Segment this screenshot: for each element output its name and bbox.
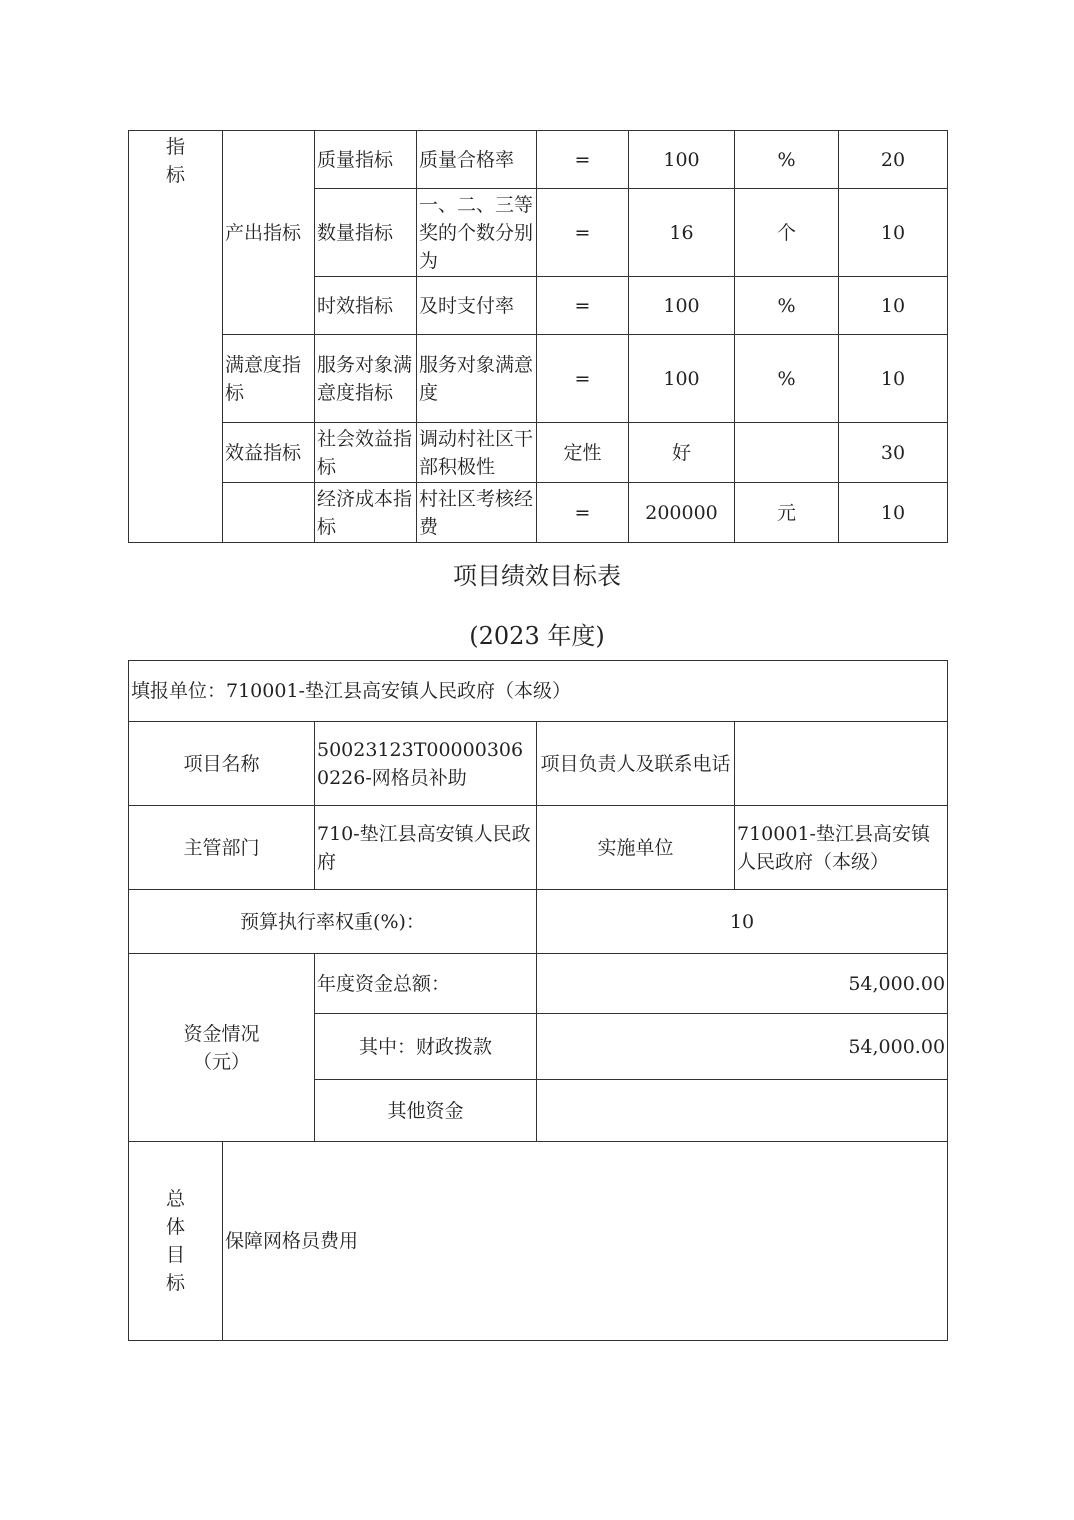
indicator-value: 16 [629, 189, 735, 277]
indicator-name: 调动村社区干部积极性 [417, 423, 537, 483]
indicator-op: = [537, 131, 629, 189]
goal-label-char: 总 [165, 1188, 185, 1210]
indicator-op: = [537, 189, 629, 277]
goal-value: 保障网格员费用 [223, 1142, 948, 1341]
sub-indicator: 时效指标 [315, 277, 417, 335]
group-empty [223, 483, 315, 543]
filler-unit: 填报单位：710001-垫江县高安镇人民政府（本级） [129, 661, 948, 722]
indicator-unit: 元 [735, 483, 839, 543]
funds-label [129, 954, 315, 1142]
indicator-weight: 10 [839, 483, 948, 543]
indicator-unit: % [735, 335, 839, 423]
indicator-weight: 10 [839, 335, 948, 423]
group-satisfaction: 满意度指标 [223, 335, 315, 423]
project-name-label: 项目名称 [129, 722, 315, 806]
indicator-value: 100 [629, 131, 735, 189]
goal-label-char: 体 [165, 1216, 185, 1238]
indicator-name: 及时支付率 [417, 277, 537, 335]
group-benefit: 效益指标 [223, 423, 315, 483]
other-funds-label: 其他资金 [315, 1080, 537, 1142]
project-table [128, 660, 948, 1341]
page-title: 项目绩效目标表 [453, 562, 621, 590]
indicator-unit: 个 [735, 189, 839, 277]
sub-indicator: 社会效益指标 [315, 423, 417, 483]
indicator-weight: 10 [839, 277, 948, 335]
responsible-label: 项目负责人及联系电话 [537, 722, 735, 806]
responsible-value [735, 722, 948, 806]
sub-indicator: 经济成本指标 [315, 483, 417, 543]
indicator-name: 村社区考核经费 [417, 483, 537, 543]
indicator-unit: % [735, 131, 839, 189]
indicator-value: 100 [629, 335, 735, 423]
indicator-column-label [129, 131, 223, 543]
budget-rate-label: 预算执行率权重(%)： [129, 890, 537, 954]
indicator-weight: 20 [839, 131, 948, 189]
sub-indicator: 质量指标 [315, 131, 417, 189]
sub-indicator: 数量指标 [315, 189, 417, 277]
fiscal-label: 其中：财政拨款 [315, 1014, 537, 1080]
indicator-op: = [537, 335, 629, 423]
indicator-unit: % [735, 277, 839, 335]
other-funds-value [537, 1080, 948, 1142]
indicator-op: 定性 [537, 423, 629, 483]
indicator-value: 好 [629, 423, 735, 483]
budget-rate-value: 10 [537, 890, 948, 954]
annual-total-value: 54,000.00 [537, 954, 948, 1014]
indicator-label-char: 指标 [165, 136, 185, 186]
sub-indicator: 服务对象满意度指标 [315, 335, 417, 423]
annual-total-label: 年度资金总额： [315, 954, 537, 1014]
goal-label-char: 标 [165, 1272, 185, 1294]
indicator-table [128, 130, 948, 543]
project-name-value: 50023123T000003060226-网格员补助 [315, 722, 537, 806]
group-output: 产出指标 [223, 131, 315, 335]
fiscal-value: 54,000.00 [537, 1014, 948, 1080]
impl-value: 710001-垫江县高安镇人民政府（本级） [735, 806, 948, 890]
funds-label-text: 资金情况（元） [183, 1022, 260, 1073]
indicator-weight: 30 [839, 423, 948, 483]
indicator-weight: 10 [839, 189, 948, 277]
indicator-value: 200000 [629, 483, 735, 543]
goal-label [129, 1142, 223, 1341]
page-subtitle-year: (2023 年度) [469, 622, 605, 650]
indicator-name: 服务对象满意度 [417, 335, 537, 423]
indicator-name: 质量合格率 [417, 131, 537, 189]
indicator-name: 一、二、三等奖的个数分别为 [417, 189, 537, 277]
dept-value: 710-垫江县高安镇人民政府 [315, 806, 537, 890]
dept-label: 主管部门 [129, 806, 315, 890]
indicator-op: = [537, 277, 629, 335]
indicator-op: = [537, 483, 629, 543]
indicator-unit [735, 423, 839, 483]
goal-label-char: 目 [165, 1244, 185, 1266]
impl-label: 实施单位 [537, 806, 735, 890]
indicator-value: 100 [629, 277, 735, 335]
